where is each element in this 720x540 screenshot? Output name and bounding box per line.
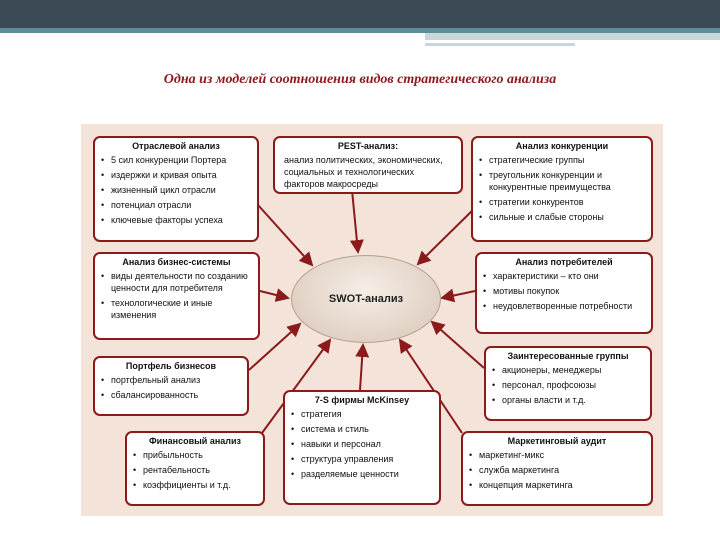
box-competition-analysis <box>471 136 653 242</box>
box-title: PEST-анализ: <box>337 141 399 151</box>
list-item: • прибыльность <box>132 449 258 461</box>
list-item: • система и стиль <box>290 423 434 435</box>
list-item: • потенциал отрасли <box>100 199 252 211</box>
list-item: • коэффициенты и т.д. <box>132 479 258 491</box>
list-item: • неудовлетворенные потребности <box>482 300 646 312</box>
arrow <box>260 291 288 298</box>
list-item: • разделяемые ценности <box>290 468 434 480</box>
list-item: • навыки и персонал <box>290 438 434 450</box>
box-title: Анализ бизнес-системы <box>122 257 231 267</box>
box-title: Маркетинговый аудит <box>507 436 607 446</box>
arrow <box>360 345 363 390</box>
box-title: Анализ потребителей <box>515 257 613 267</box>
list-item: • концепция маркетинга <box>468 479 646 491</box>
list-item: • маркетинг-микс <box>468 449 646 461</box>
swot-label: SWOT-анализ <box>328 293 404 305</box>
arrow <box>258 205 312 265</box>
box-marketing-audit <box>461 431 653 506</box>
list-item: • технологические и иные изменения <box>100 297 253 321</box>
list-item: • стратегические группы <box>478 154 646 166</box>
arrow <box>352 190 358 252</box>
list-item: • сбалансированность <box>100 389 242 401</box>
list-item: • рентабельность <box>132 464 258 476</box>
box-title: Финансовый анализ <box>148 436 242 446</box>
list-item: • издержки и кривая опыта <box>100 169 252 181</box>
list-item: • ключевые факторы успеха <box>100 214 252 226</box>
box-business-portfolio <box>93 356 249 416</box>
box-mckinsey-7s <box>283 390 441 505</box>
box-title: 7-S фирмы McKinsey <box>314 395 410 405</box>
list-item: • структура управления <box>290 453 434 465</box>
list-item: • сильные и слабые стороны <box>478 211 646 223</box>
list-item: • акционеры, менеджеры <box>491 364 645 376</box>
list-item: • портфельный анализ <box>100 374 242 386</box>
list-item: • треугольник конкуренции и конкурентные преимущества <box>478 169 646 193</box>
list-item: • органы власти и т.д. <box>491 394 645 406</box>
slide-title: Одна из моделей соотношения видов стратегического анализа <box>163 72 557 87</box>
box-pest-analysis <box>273 136 463 194</box>
arrow <box>442 291 475 298</box>
list-item: • служба маркетинга <box>468 464 646 476</box>
box-industry-analysis <box>93 136 259 242</box>
arrow <box>418 205 478 264</box>
box-title: Анализ конкуренции <box>515 141 609 151</box>
list-item: • стратегия <box>290 408 434 420</box>
box-financial-analysis <box>125 431 265 506</box>
box-title: Заинтересованные группы <box>507 351 629 361</box>
list-item: • жизненный цикл отрасли <box>100 184 252 196</box>
box-title: Портфель бизнесов <box>125 361 217 371</box>
box-stakeholders <box>484 346 652 421</box>
list-item: • виды деятельности по созданию ценности для потребителя <box>100 270 253 294</box>
box-body: анализ политических, экономических, социальных и технологических факторов макросреды <box>284 155 443 189</box>
box-title: Отраслевой анализ <box>132 141 220 151</box>
box-consumer-analysis <box>475 252 653 334</box>
list-item: • характеристики – кто они <box>482 270 646 282</box>
list-item: • стратегии конкурентов <box>478 196 646 208</box>
box-business-system-analysis <box>93 252 260 340</box>
list-item: • 5 сил конкуренции Портера <box>100 154 252 166</box>
list-item: • мотивы покупок <box>482 285 646 297</box>
list-item: • персонал, профсоюзы <box>491 379 645 391</box>
swot-ellipse <box>291 255 441 343</box>
